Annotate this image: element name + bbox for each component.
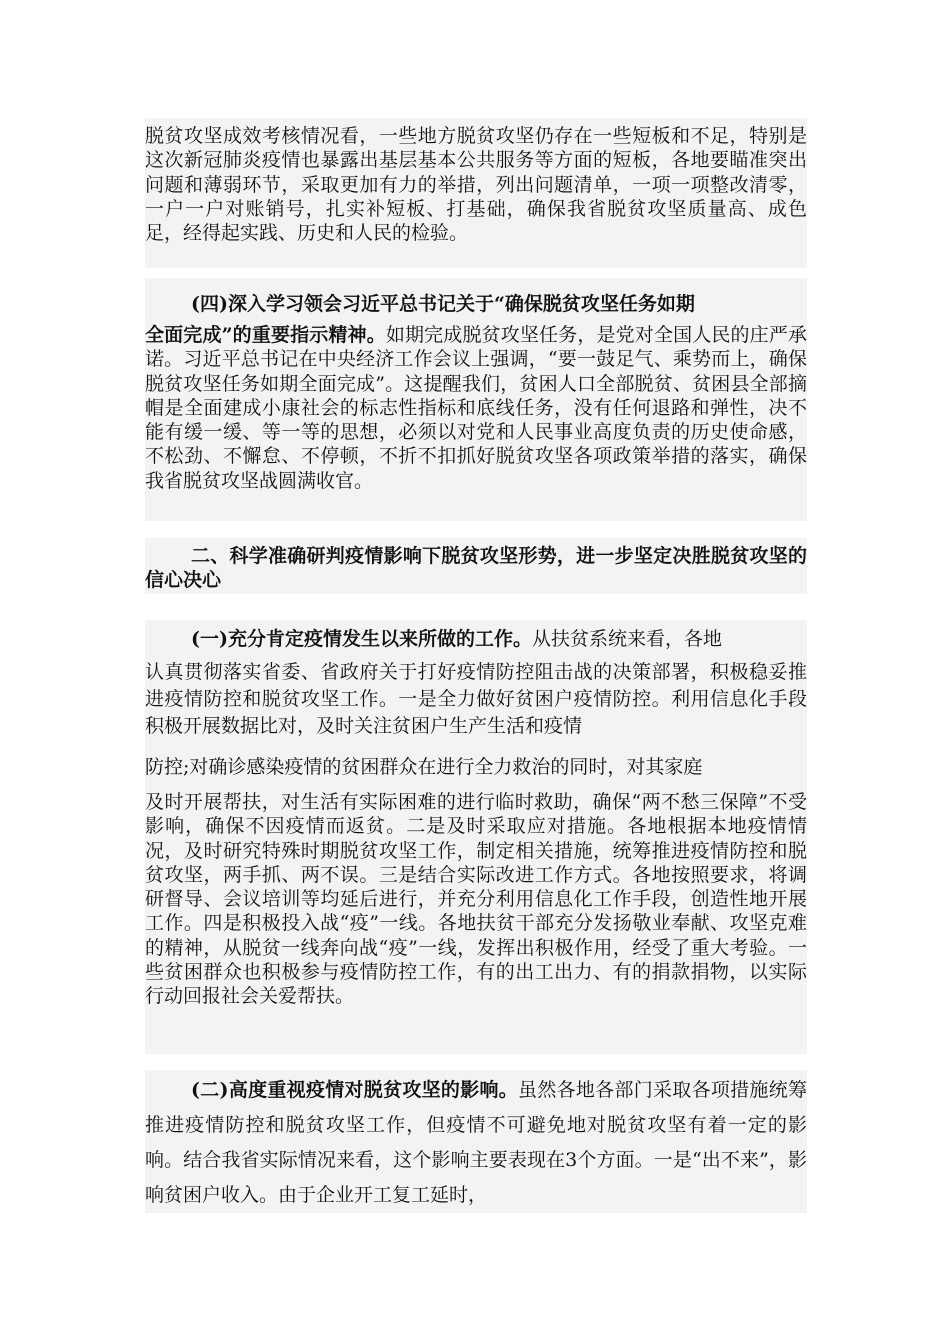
paragraph-body: 从扶贫系统来看，各地: [531, 628, 722, 650]
paragraph-text: 脱贫攻坚成效考核情况看，一些地方脱贫攻坚仍存在一些短板和不足，特别是这次新冠肺炎疫情也暴露出基层基本公共服务等方面的短板，各地要瞄准突出问题和薄弱环节，采取更加有力的举措，列出问题清单，一项一项整改清零，一户一户对账销号，扎实补短板、打基础，确保我省脱贫攻坚质量高、成色足，经得起实践、历史和人民的检验。: [145, 125, 807, 245]
paragraph-text: 及时开展帮扶，对生活有实际困难的进行临时救助，确保“两不愁三保障”不受影响，确保不因疫情而返贫。二是及时采取应对措施。各地根据本地疫情情况，及时研究特殊时期脱贫攻坚工作，制定相关措施，统筹推进疫情防控和脱贫攻坚，两手抓、两不误。三是结合实际改进工作方式。各地按照要求，将调研督导、会议培训等均延后进行，并充分利用信息化工作手段，创造性地开展工作。四是积极投入战“疫”一线。各地扶贫干部充分发扬敬业奉献、攻坚克难的精神，从脱贫一线奔向战“疫”一线，发挥出积极作用，经受了重大考验。一些贫困群众也积极参与疫情防控工作，有的出工出力、有的捐款捐物，以实际行动回报社会关爱帮扶。: [145, 791, 807, 1008]
subsection-heading-continued: 全面完成”的重要指示精神。: [145, 324, 386, 346]
subsection-heading: (四)深入学习领会习近平总书记关于“确保脱贫攻坚任务如期: [191, 293, 695, 315]
paragraph-body: 如期完成脱贫攻坚任务，是党对全国人民的庄严承诺。习近平总书记在中央经济工作会议上强调，“要一鼓足气、乘势而上，确保脱贫攻坚任务如期全面完成”。这提醒我们，贫困人口全部脱贫、贫困县全部摘帽是全面建成小康社会的标志性指标和底线任务，没有任何退路和弹性，决不能有缓一缓、等一等的思想，必须以对党和人民事业高度负责的历史使命感，不松劲、不懈怠、不停顿，不折不扣抓好脱贫攻坚各项政策举措的落实，确保我省脱贫攻坚战圆满收官。: [145, 324, 807, 492]
section-title: 二、科学准确研判疫情影响下脱贫攻坚形势，进一步坚定决胜脱贫攻坚的信心决心: [145, 545, 807, 592]
paragraph-text: 防控;对确诊感染疫情的贫困群众在进行全力救治的同时，对其家庭: [145, 756, 703, 778]
subsection-heading: (一)充分肯定疫情发生以来所做的工作。: [191, 628, 532, 650]
paragraph-text: [145, 627, 807, 651]
paragraph-text: [145, 1073, 807, 1213]
paragraph-text: [145, 323, 807, 493]
subsection-heading: (二)高度重视疫情对脱贫攻坚的影响。: [191, 1079, 519, 1101]
paragraph-text: 认真贯彻落实省委、省政府关于打好疫情防控阻击战的决策部署，积极稳妥推进疫情防控和脱贫攻坚工作。一是全力做好贫困户疫情防控。利用信息化手段积极开展数据比对，及时关注贫困户生产生活和疫情: [145, 661, 807, 737]
paragraph-body: 虽然各地各部门采取各项措施统筹推进疫情防控和脱贫攻坚工作，但疫情不可避免地对脱贫攻坚有着一定的影响。结合我省实际情况来看，这个影响主要表现在3个方面。一是“出不来”，影响贫困户收入。由于企业开工复工延时，: [145, 1079, 807, 1206]
